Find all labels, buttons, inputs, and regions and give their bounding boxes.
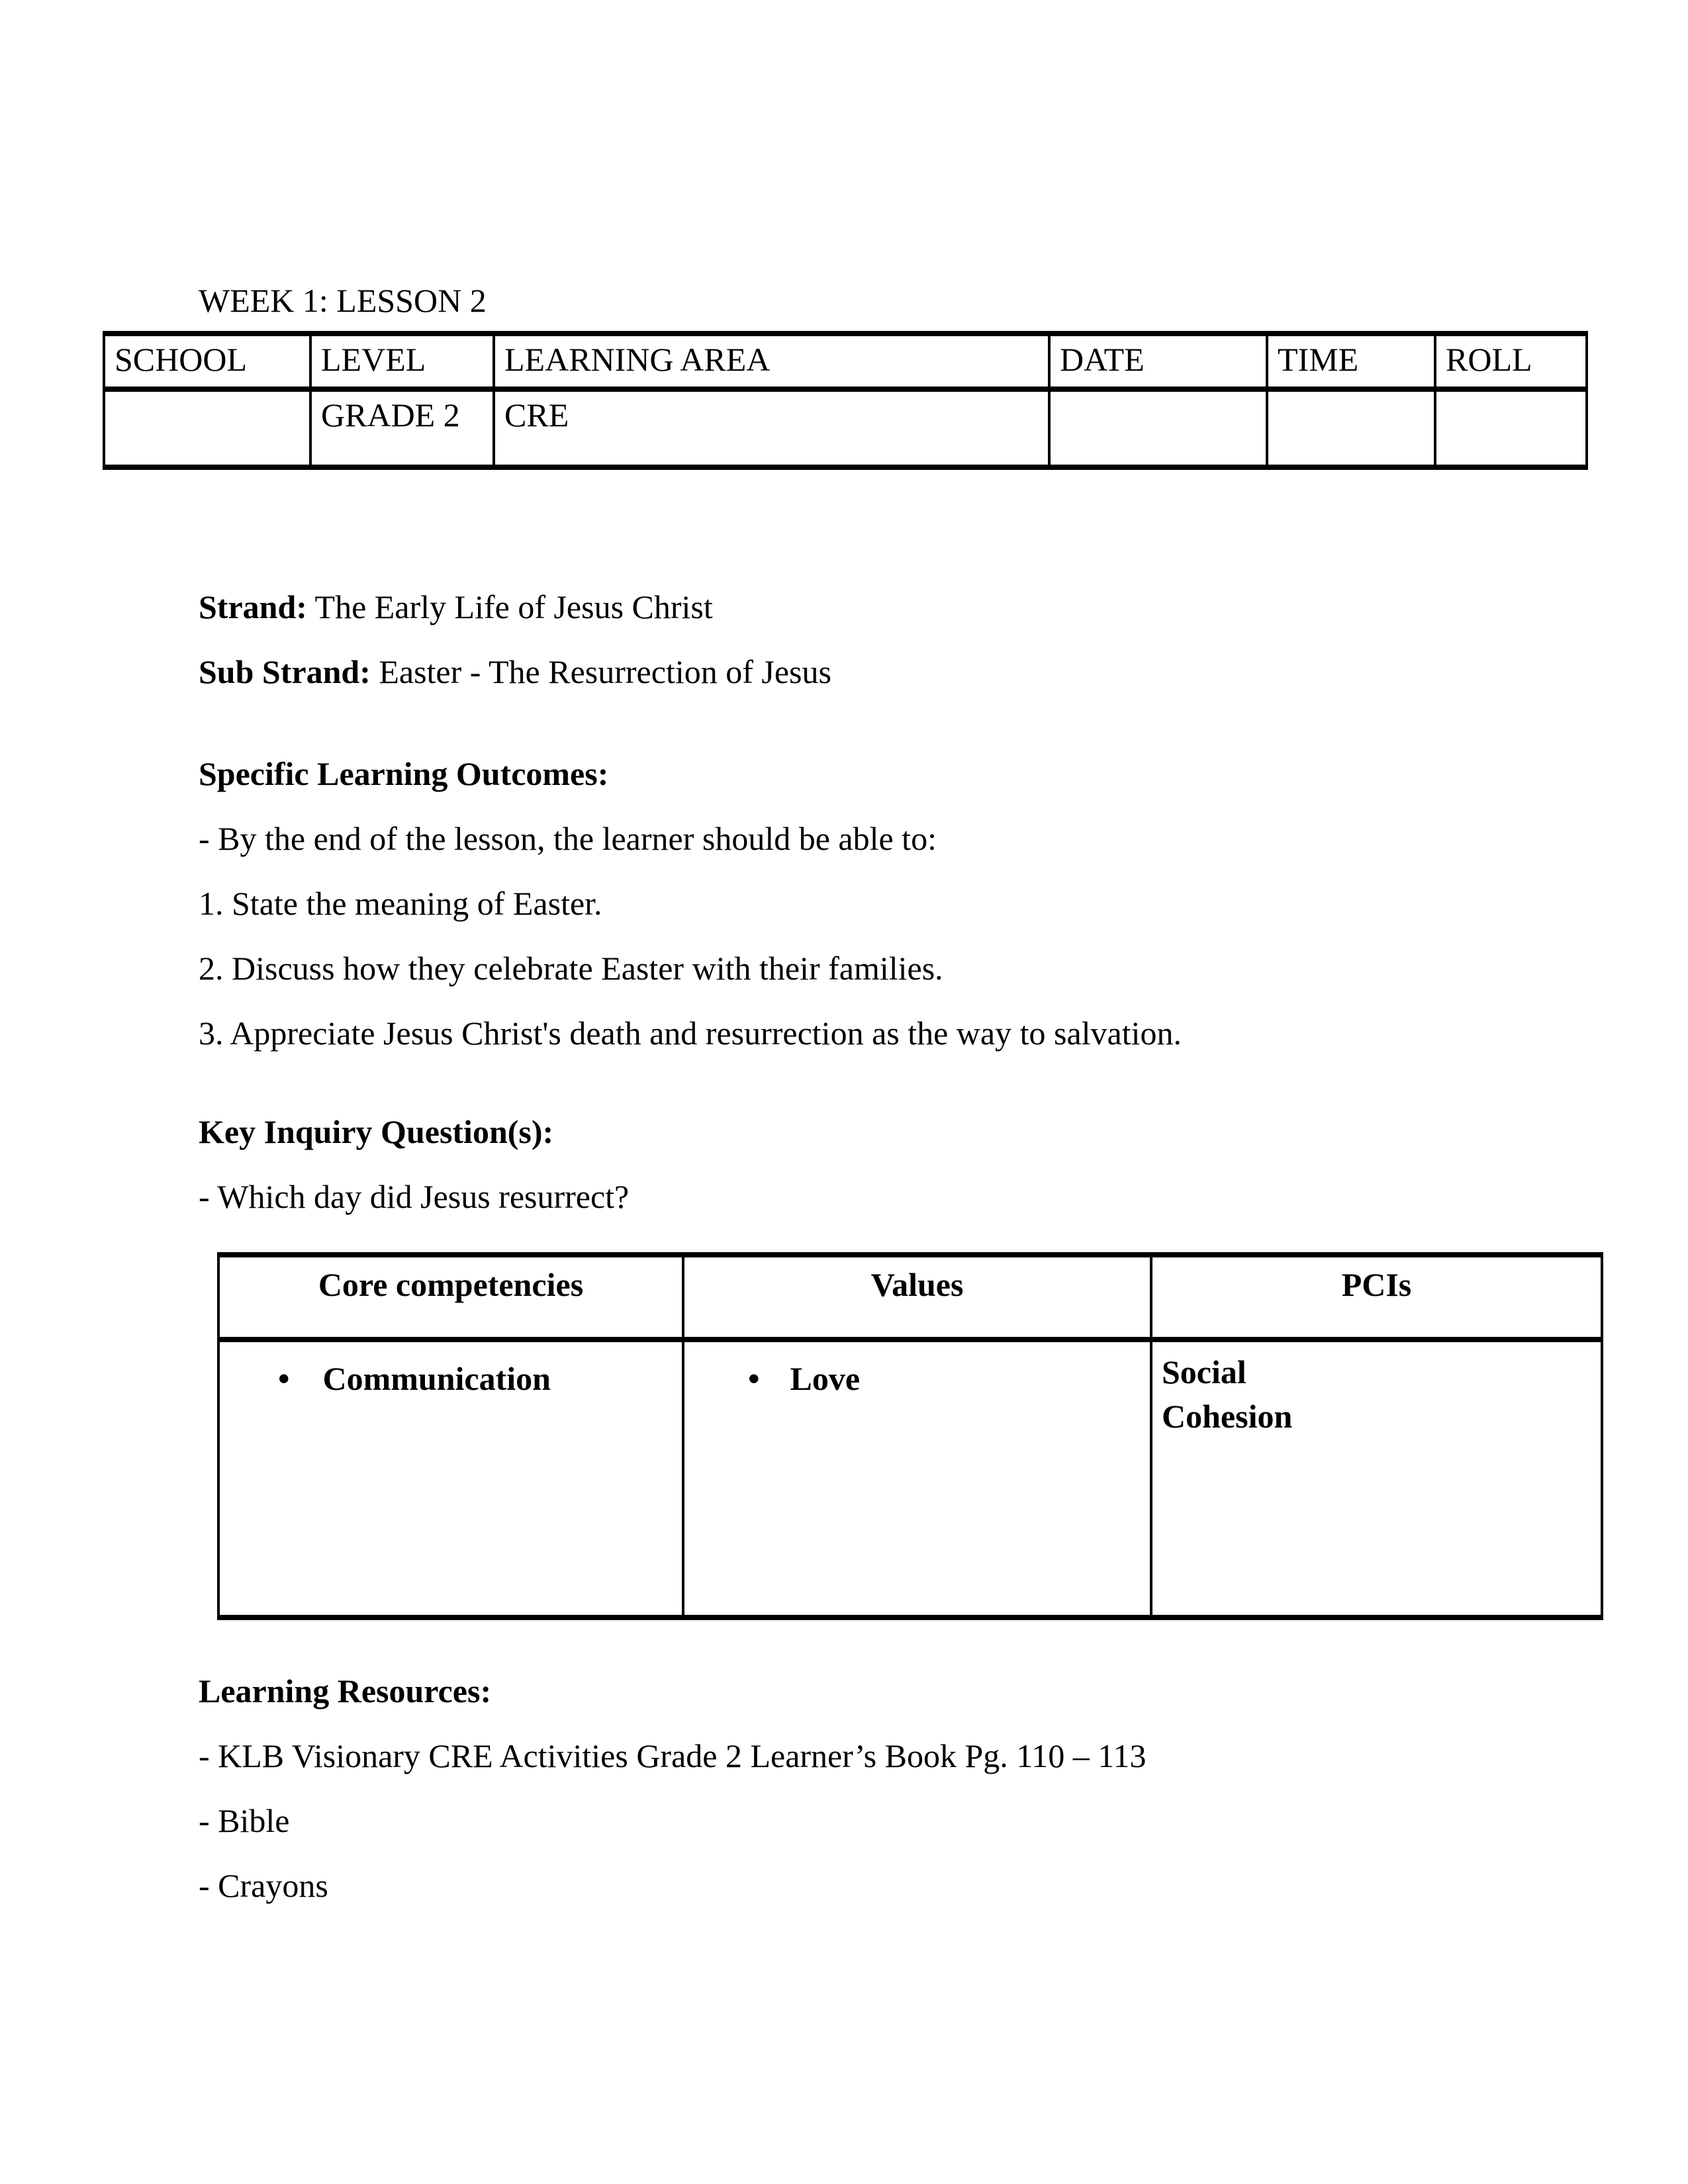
- info-cell-level: GRADE 2: [310, 389, 494, 467]
- page-title: WEEK 1: LESSON 2: [199, 282, 487, 319]
- strand-value: The Early Life of Jesus Christ: [314, 588, 713, 625]
- info-cell-date: [1049, 389, 1267, 467]
- info-cell-learning-area: CRE: [494, 389, 1049, 467]
- value-label: Love: [790, 1360, 861, 1397]
- info-header-roll: ROLL: [1435, 334, 1587, 389]
- resource-item-2: - Bible: [199, 1802, 290, 1839]
- outcome-item-1: 1. State the meaning of Easter.: [199, 885, 602, 922]
- competency-table-value-row: [218, 1340, 1602, 1617]
- key-inquiry-heading: Key Inquiry Question(s):: [199, 1113, 554, 1150]
- resource-item-1: - KLB Visionary CRE Activities Grade 2 Learner’s Book Pg. 110 – 113: [199, 1737, 1147, 1774]
- lesson-info-table: [103, 331, 1588, 470]
- info-header-school: SCHOOL: [104, 334, 310, 389]
- info-cell-roll: [1435, 389, 1587, 467]
- info-cell-school: [104, 389, 310, 467]
- resources-heading: Learning Resources:: [199, 1672, 492, 1709]
- bullet-icon: •: [748, 1360, 760, 1397]
- competency-cell-pcis: [1151, 1340, 1602, 1617]
- pcis-line-2: Cohesion: [1162, 1398, 1293, 1435]
- competency-table: [217, 1252, 1603, 1620]
- info-header-level: LEVEL: [310, 334, 494, 389]
- pcis-line-1: Social: [1162, 1353, 1246, 1390]
- outcomes-heading: Specific Learning Outcomes:: [199, 755, 609, 792]
- strand-line: [199, 588, 1688, 626]
- resource-item-3: - Crayons: [199, 1867, 328, 1904]
- info-header-time: TIME: [1267, 334, 1435, 389]
- bullet-icon: •: [278, 1360, 290, 1397]
- info-table-value-row: [104, 389, 1587, 467]
- sub-strand-line: [199, 653, 1688, 691]
- competency-cell-core: [218, 1340, 683, 1617]
- strand-label: Strand:: [199, 588, 307, 625]
- competency-cell-values: [683, 1340, 1151, 1617]
- sub-strand-value: Easter - The Resurrection of Jesus: [379, 653, 831, 690]
- key-inquiry-question: - Which day did Jesus resurrect?: [199, 1178, 630, 1215]
- competency-header-core: Core competencies: [218, 1255, 683, 1340]
- competency-table-header-row: [218, 1255, 1602, 1340]
- info-header-learning-area: LEARNING AREA: [494, 334, 1049, 389]
- value-item: [684, 1342, 1150, 1398]
- competency-header-pcis: PCIs: [1151, 1255, 1602, 1340]
- outcome-item-3: 3. Appreciate Jesus Christ's death and resurrection as the way to salvation.: [199, 1015, 1182, 1052]
- pcis-text: [1152, 1342, 1601, 1439]
- info-header-date: DATE: [1049, 334, 1267, 389]
- competency-header-values: Values: [683, 1255, 1151, 1340]
- outcome-item-2: 2. Discuss how they celebrate Easter with their families.: [199, 950, 943, 987]
- sub-strand-label: Sub Strand:: [199, 653, 371, 690]
- core-competency-label: Communication: [322, 1360, 551, 1397]
- core-competency-item: [220, 1342, 682, 1398]
- info-cell-time: [1267, 389, 1435, 467]
- outcomes-intro: - By the end of the lesson, the learner should be able to:: [199, 820, 937, 857]
- info-table-header-row: [104, 334, 1587, 389]
